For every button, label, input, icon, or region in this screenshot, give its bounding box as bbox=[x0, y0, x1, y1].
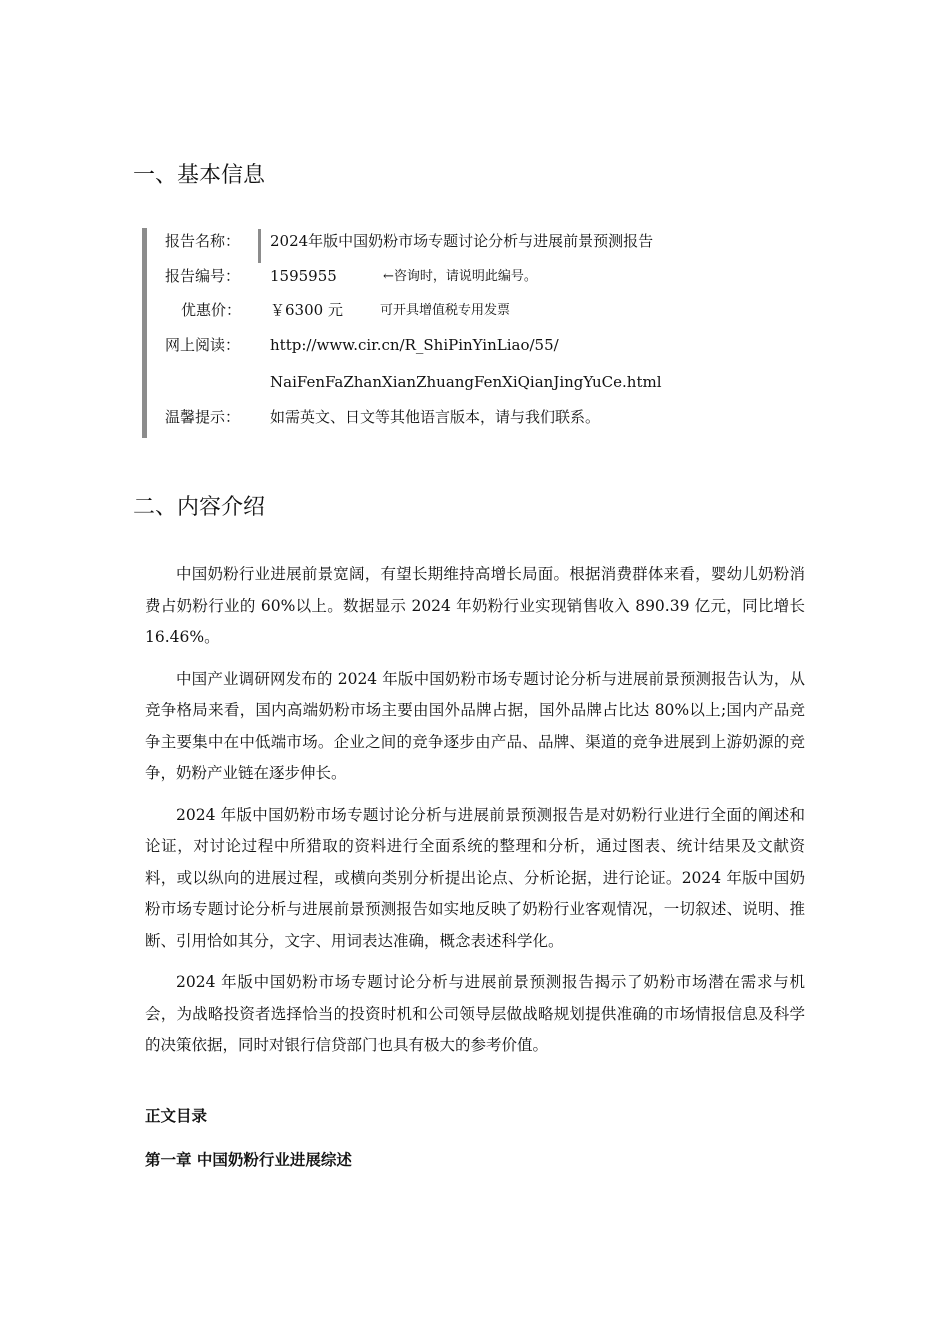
report-code-note: ←咨询时，请说明此编号。 bbox=[383, 269, 537, 284]
section-title-intro: 二、内容介绍 bbox=[133, 495, 266, 520]
price-note: 可开具增值税专用发票 bbox=[380, 303, 511, 318]
tip-label: 温馨提示： bbox=[165, 408, 241, 426]
intro-paragraph: 2024 年版中国奶粉市场专题讨论分析与进展前景预测报告揭示了奶粉市场潜在需求与机会，为战略投资者选择恰当的投资时机和公司领导层做战略规划提供准确的市场情报信息及科学的决策依据，同时对银行信贷部门也具有极大的参考价值。 bbox=[145, 973, 805, 1054]
info-left-bar bbox=[142, 228, 147, 438]
toc-title: 正文目录 bbox=[145, 1107, 208, 1125]
report-name-value: 2024年版中国奶粉市场专题讨论分析与进展前景预测报告 bbox=[270, 232, 654, 250]
read-online-label: 网上阅读： bbox=[165, 336, 241, 354]
intro-paragraph: 2024 年版中国奶粉市场专题讨论分析与进展前景预测报告是对奶粉行业进行全面的阐述和论证，对讨论过程中所猎取的资料进行全面系统的整理和分析，通过图表、统计结果及文献资料，或以纵向的进展过程，或横向类别分析提出论点、分析论据，进行论证。2024 年版中国奶粉市场专题讨论分析与进展前景预测报告如实地反映了奶粉行业客观情况，一切叙述、说明、推断、引用恰如其分，文字、用词表达准确，概念表述科学化。 bbox=[145, 805, 805, 950]
section-title-basic-info: 一、基本信息 bbox=[133, 163, 266, 188]
read-online-url-line1[interactable]: http://www.cir.cn/R_ShiPinYinLiao/55/ bbox=[270, 336, 559, 354]
intro-paragraph: 中国奶粉行业进展前景宽阔，有望长期维持高增长局面。根据消费群体来看，婴幼儿奶粉消费占奶粉行业的 60%以上。数据显示 2024 年奶粉行业实现销售收入 890.39 亿元，同比增长 16.46%。 bbox=[145, 565, 805, 646]
tip-value: 如需英文、日文等其他语言版本，请与我们联系。 bbox=[270, 408, 601, 426]
read-online-url-line2[interactable]: NaiFenFaZhanXianZhuangFenXiQianJingYuCe.html bbox=[270, 373, 662, 391]
toc-chapter-1[interactable]: 第一章 中国奶粉行业进展综述 bbox=[145, 1151, 352, 1169]
report-code-value: 1595955 bbox=[270, 267, 337, 285]
intro-paragraph: 中国产业调研网发布的 2024 年版中国奶粉市场专题讨论分析与进展前景预测报告认为，从竞争格局来看，国内高端奶粉市场主要由国外品牌占据，国外品牌占比达 80%以上;国内产品竞争主要集中在中低端市场。企业之间的竞争逐步由产品、品牌、渠道的竞争进展到上游奶源的竞争，奶粉产业链在逐步伸长。 bbox=[145, 669, 805, 782]
price-label: 优惠价： bbox=[181, 301, 242, 319]
price-value: ￥6300 元 bbox=[270, 301, 343, 319]
report-code-label: 报告编号： bbox=[165, 267, 241, 285]
intro-content bbox=[145, 559, 805, 1072]
report-name-label: 报告名称： bbox=[165, 232, 241, 250]
info-title-marker bbox=[258, 229, 261, 263]
